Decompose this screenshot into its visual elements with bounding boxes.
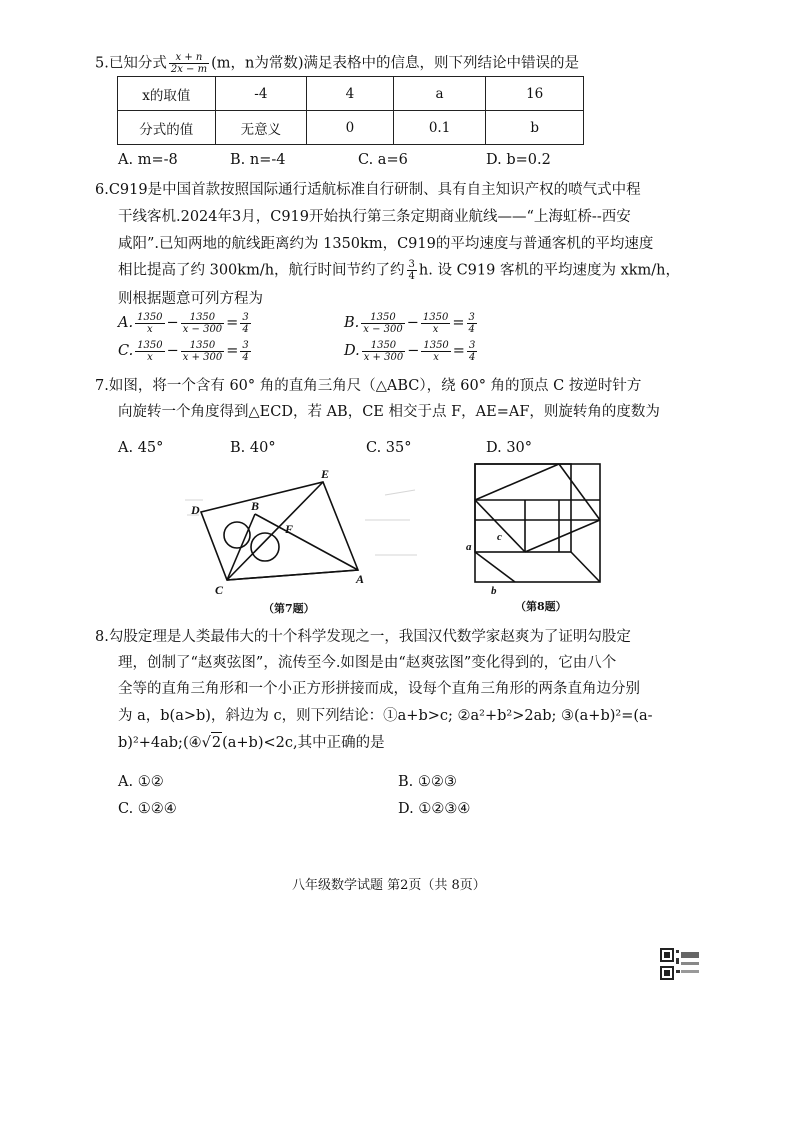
q6-option-a: [118, 310, 253, 336]
fig7-label-e: E: [321, 467, 330, 481]
figure-7: [185, 460, 420, 618]
table-cell: 16: [486, 77, 584, 111]
table-cell: 分式的值: [118, 111, 216, 145]
q6-option-b: [344, 310, 479, 336]
q8-sqrt-value: 2: [211, 732, 222, 753]
frac-num: 1350: [181, 312, 224, 324]
operator: −: [407, 343, 420, 359]
q5-option-c: C. a=6: [358, 152, 408, 168]
q8-line3: 全等的直角三角形和一个小正方形拼接而成，设每个直角三角形的两条直角边分别: [118, 681, 640, 697]
q6-line4-fraction: [407, 259, 417, 282]
frac-den: x − 300: [363, 323, 403, 335]
fig7-label-c: C: [215, 583, 224, 597]
fig7-label-a: A: [356, 572, 365, 586]
fig8-outer-square: [475, 464, 600, 582]
frac-num: 3: [242, 311, 249, 323]
fig7-angle-circle-2: [251, 533, 279, 561]
frac-num: 3: [468, 339, 476, 351]
q5-option-b: B. n=-4: [230, 152, 286, 168]
q7-line1: 7.如图，将一个含有 60° 角的直角三角尺（△ABC），绕 60° 角的顶点 C 按逆时针方: [95, 378, 642, 394]
q5-table: [117, 76, 584, 145]
q6-line4-a: 相比提高了约 300km/h，航行时间节约了约: [118, 262, 405, 279]
qr-code-icon: [660, 948, 700, 982]
q6-line4-b: h. 设 C919 客机的平均速度为 xkm/h，: [418, 262, 681, 279]
frac-num: 1350: [361, 312, 404, 324]
table-cell: x的取值: [118, 77, 216, 111]
fig8-line: [571, 552, 600, 582]
sqrt-icon: √: [201, 735, 211, 751]
option-label: C.: [118, 343, 134, 359]
q6-line5: 则根据题意可列方程为: [118, 291, 263, 307]
operator: =: [226, 343, 239, 359]
q8-option-a: A. ①②: [118, 774, 164, 790]
q8-line4: 为 a，b(a>b)，斜边为 c，则下列结论：①a+b>c; ②a²+b²>2ab; ③(a+b)²=(a-: [118, 708, 653, 724]
fig8-hypotenuse: [559, 464, 600, 520]
q5-fraction: [169, 52, 209, 75]
option-label: B.: [344, 315, 360, 331]
q5-prefix: 5.已知分式: [95, 55, 167, 72]
fig7-line-ce: [227, 482, 323, 580]
operator: −: [166, 343, 179, 359]
frac-den: 4: [242, 351, 249, 363]
q5-option-a: A. m=-8: [118, 152, 178, 168]
table-cell: 0: [307, 111, 394, 145]
frac-den: x + 300: [182, 351, 223, 363]
operator: =: [452, 315, 465, 331]
q6-option-c: [118, 338, 253, 364]
fig8-label-c: c: [497, 531, 502, 543]
frac-num: 1350: [137, 311, 163, 323]
q6-option-d: [344, 338, 479, 364]
q8-line5-a: b)²+4ab;(④: [118, 735, 202, 751]
q5-stem: [95, 52, 579, 75]
operator: −: [406, 315, 419, 331]
fig7-caption: （第7题）: [263, 602, 315, 615]
frac-num: 1350: [181, 340, 224, 352]
table-cell: 4: [307, 77, 394, 111]
frac-num: 3: [408, 259, 415, 270]
operator: =: [226, 315, 239, 331]
page-footer: 八年级数学试题 第2页（共 8页）: [292, 878, 486, 893]
fig8-hypotenuse: [475, 464, 559, 500]
fig7-label-b: B: [251, 499, 260, 513]
table-cell: b: [486, 111, 584, 145]
frac-den: x + 300: [363, 351, 404, 363]
q6-line1: 6.C919是中国首款按照国际通行适航标准自行研制、具有自主知识产权的喷气式中程: [95, 182, 641, 198]
frac-den: x: [433, 351, 439, 363]
frac-den: 4: [408, 271, 415, 282]
option-label: A.: [118, 315, 134, 331]
table-row: [118, 77, 584, 111]
operator: =: [452, 343, 465, 359]
option-label: D.: [344, 343, 360, 359]
q8-line2: 理，创制了“赵爽弦图”，流传至今.如图是由“赵爽弦图”变化得到的，它由八个: [118, 655, 617, 671]
fig7-label-f: F: [285, 522, 294, 536]
frac-num: 1350: [423, 339, 449, 351]
fig8-hypotenuse: [525, 520, 600, 552]
fig7-line-ca: [227, 570, 358, 580]
fig7-line-ba: [255, 514, 358, 570]
q8-option-d: D. ①②③④: [398, 801, 471, 817]
table-cell: 无意义: [215, 111, 307, 145]
fig8-label-a: a: [466, 541, 472, 553]
q8-line5: [118, 732, 385, 753]
figure-8: [455, 460, 615, 618]
table-row: [118, 111, 584, 145]
table-cell: 0.1: [393, 111, 486, 145]
q8-line5-b: (a+b)<2c,其中正确的是: [222, 735, 385, 751]
q8-option-b: B. ①②③: [398, 774, 457, 790]
frac-num: 3: [242, 339, 249, 351]
fig8-line: [475, 552, 515, 582]
q5-frac-num: x + n: [169, 52, 209, 64]
q7-line2: 向旋转一个角度得到△ECD，若 AB，CE 相交于点 F，AE=AF，则旋转角的度数为: [118, 404, 660, 420]
operator: −: [166, 315, 179, 331]
q6-line3: 咸阳”.已知两地的航线距离约为 1350km，C919的平均速度与普通客机的平均速度: [118, 236, 654, 252]
frac-den: x: [147, 351, 153, 363]
q8-option-c: C. ①②④: [118, 801, 177, 817]
q5-suffix: (m，n为常数)满足表格中的信息，则下列结论中错误的是: [211, 55, 579, 72]
frac-den: x − 300: [182, 323, 223, 335]
q7-option-c: C. 35°: [366, 440, 412, 456]
q5-option-d: D. b=0.2: [486, 152, 551, 168]
q7-option-a: A. 45°: [118, 440, 164, 456]
table-cell: -4: [215, 77, 307, 111]
fig7-label-d: D: [191, 503, 200, 517]
frac-den: 4: [242, 323, 249, 335]
q8-line1: 8.勾股定理是人类最伟大的十个科学发现之一，我国汉代数学家赵爽为了证明勾股定: [95, 629, 631, 645]
frac-den: x: [147, 323, 153, 335]
frac-num: 3: [468, 311, 475, 323]
fig8-label-b: b: [491, 585, 497, 597]
q7-option-d: D. 30°: [486, 440, 533, 456]
fig8-hypotenuse: [475, 500, 525, 552]
frac-den: 4: [468, 323, 475, 335]
frac-den: 4: [468, 351, 476, 363]
frac-num: 1350: [137, 339, 163, 351]
frac-num: 1350: [362, 340, 405, 352]
frac-num: 1350: [422, 311, 449, 323]
table-cell: a: [393, 77, 486, 111]
q6-line4: [118, 259, 680, 282]
fig8-caption: （第8题）: [515, 600, 567, 613]
frac-den: x: [432, 323, 439, 335]
q7-option-b: B. 40°: [230, 440, 276, 456]
q5-frac-den: 2x − m: [170, 64, 208, 75]
q6-line2: 干线客机.2024年3月，C919开始执行第三条定期商业航线——“上海虹桥--西安: [118, 209, 631, 225]
